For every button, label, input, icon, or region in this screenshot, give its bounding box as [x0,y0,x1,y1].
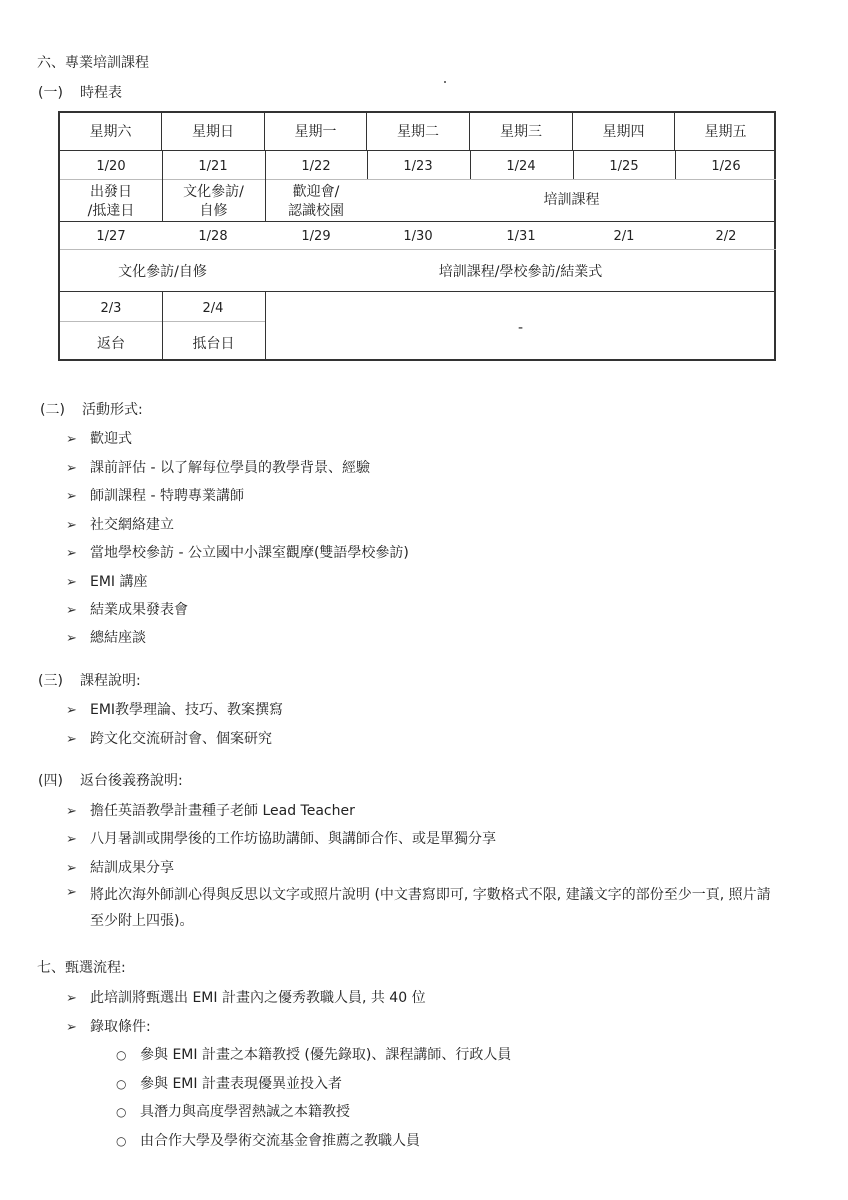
subsection-1-heading [38,83,122,103]
col-divider [675,151,676,179]
subsection-2-title: 活動形式: [82,402,143,418]
activity-line: 認識校園 [288,203,344,219]
arrow-bullet-icon: ➢ [66,518,77,533]
col-divider [470,151,471,179]
arrow-bullet-icon: ➢ [66,832,77,847]
list-item [66,699,283,719]
subsection-1-number: (一) [38,85,63,101]
header-fri: 星期五 [675,113,776,151]
list-item [66,1016,151,1036]
condition-text: 參與 EMI 計畫之本籍教授 (優先錄取)、課程講師、行政人員 [140,1047,512,1063]
list-item [66,457,370,477]
list-item-text: 歡迎式 [90,431,132,447]
section-7-title: 七、甄選流程: [37,960,126,976]
activity-sat-3: 返台 [97,336,125,352]
date-cell: 1/22 [301,159,331,174]
circle-bullet-icon: ○ [116,1134,127,1148]
list-item-text: EMI 講座 [90,574,148,590]
subsection-4-title: 返台後義務說明: [80,773,183,789]
activity-mon-1 [265,183,367,221]
activity-rest-3: - [517,320,524,336]
header-tue: 星期二 [367,113,470,151]
list-item-text: 結訓成果分享 [90,860,174,876]
list-item [66,987,426,1007]
list-item-text: 課前評估 - 以了解每位學員的教學背景、經驗 [90,460,370,476]
arrow-bullet-icon: ➢ [66,461,77,476]
list-item [66,627,146,647]
list-item-text: EMI教學理論、技巧、教案撰寫 [90,702,284,718]
arrow-bullet-icon: ➢ [66,489,77,504]
list-item-text: 錄取條件: [90,1019,151,1035]
activity-sun-3: 抵台日 [192,336,235,352]
date-cell: 1/24 [506,159,536,174]
list-item-text: 社交網絡建立 [90,517,174,533]
circle-bullet-icon: ○ [116,1048,127,1062]
list-item [66,428,132,448]
date-cell: 1/23 [403,159,433,174]
col-divider [573,151,574,179]
date-cell: 1/25 [609,159,639,174]
arrow-bullet-icon: ➢ [66,991,77,1006]
col-divider [367,151,368,179]
activity-line: 文化參訪/ [183,184,244,200]
date-row-shade [60,179,776,180]
date-cell: 1/21 [198,159,228,174]
arrow-bullet-icon: ➢ [66,603,77,618]
date-cell: 1/29 [301,229,331,244]
list-item-text: 當地學校參訪 - 公立國中小課室觀摩(雙語學校參訪) [90,545,409,561]
date-cell: 2/2 [715,229,737,244]
activity-line: 出發日 [90,184,132,200]
subsection-4-heading [38,771,183,791]
header-sat: 星期六 [60,113,162,151]
schedule-table [58,111,776,361]
arrow-bullet-icon: ➢ [66,546,77,561]
activity-rest-1: 培訓課程 [543,192,600,208]
arrow-bullet-icon: ➢ [66,432,77,447]
subsection-2-number: (二) [40,402,65,418]
arrow-bullet-icon: ➢ [66,885,77,900]
list-item-text: 結業成果發表會 [90,602,188,618]
condition-text: 由合作大學及學術交流基金會推薦之教職人員 [140,1133,420,1149]
list-item-text: 八月暑訓或開學後的工作坊協助講師、與講師合作、或是單獨分享 [90,831,496,847]
subsection-2-heading [40,400,143,420]
activity-sat-1 [60,183,162,221]
list-item [66,514,174,534]
row-divider [60,221,776,222]
list-item-text: 將此次海外師訓心得與反思以文字或照片說明 (中文書寫即可, 字數格式不限, 建議文字的部份至少一頁, 照片請至少附上四張)。 [90,887,771,929]
list-item [66,485,244,505]
arrow-bullet-icon: ➢ [66,804,77,819]
list-item [66,599,188,619]
date-cell: 1/27 [96,229,126,244]
list-item-text: 此培訓將甄選出 EMI 計畫內之優秀教職人員, 共 40 位 [90,990,426,1006]
list-item-text: 擔任英語教學計畫種子老師 Lead Teacher [90,803,355,819]
subsection-3-number: (三) [38,673,63,689]
date-cell: 1/31 [506,229,536,244]
date-cell: 1/26 [711,159,741,174]
activity-line: /抵達日 [87,203,135,219]
col-divider [265,151,266,221]
condition-text: 具潛力與高度學習熱誠之本籍教授 [140,1104,350,1120]
arrow-bullet-icon: ➢ [66,631,77,646]
list-item [66,728,272,748]
activity-weekdays-2: 培訓課程/學校參訪/結業式 [438,264,603,280]
date-row-shade [60,249,776,250]
date-cell: 1/28 [198,229,228,244]
list-item [66,828,496,848]
list-item-text: 跨文化交流研討會、個案研究 [90,731,272,747]
col-divider [162,151,163,221]
condition-item [116,1101,350,1121]
subsection-3-title: 課程說明: [80,673,141,689]
condition-text: 參與 EMI 計畫表現優異並投入者 [140,1076,342,1092]
subsection-4-number: (四) [38,773,63,789]
list-item-text: 總結座談 [90,630,146,646]
activity-line: 歡迎會/ [292,184,340,200]
arrow-bullet-icon: ➢ [66,732,77,747]
activity-weekend-2: 文化參訪/自修 [118,264,207,280]
list-item [66,542,409,562]
condition-item [116,1073,342,1093]
circle-bullet-icon: ○ [116,1077,127,1091]
activity-line: 自修 [199,203,228,219]
date-cell: 2/3 [100,301,122,316]
subsection-1-title: 時程表 [80,85,122,101]
list-item [66,800,355,820]
condition-item [116,1130,420,1150]
subsection-3-heading [38,671,141,691]
arrow-bullet-icon: ➢ [66,703,77,718]
activity-sun-1 [162,183,265,221]
header-sun: 星期日 [162,113,265,151]
condition-item [116,1044,511,1064]
date-cell: 1/30 [403,229,433,244]
arrow-bullet-icon: ➢ [66,861,77,876]
section-6-title: 六、專業培訓課程 [37,55,149,71]
circle-bullet-icon: ○ [116,1105,127,1119]
list-item-text: 師訓課程 - 特聘專業講師 [90,488,244,504]
speck-mark [444,81,446,83]
header-thu: 星期四 [573,113,675,151]
list-item [66,857,174,877]
header-mon: 星期一 [265,113,367,151]
date-cell: 2/1 [613,229,635,244]
date-cell: 1/20 [96,159,126,174]
arrow-bullet-icon: ➢ [66,1020,77,1035]
arrow-bullet-icon: ➢ [66,575,77,590]
header-wed: 星期三 [470,113,573,151]
date-cell: 2/4 [202,301,224,316]
list-item [66,571,148,591]
row-divider [60,291,776,292]
